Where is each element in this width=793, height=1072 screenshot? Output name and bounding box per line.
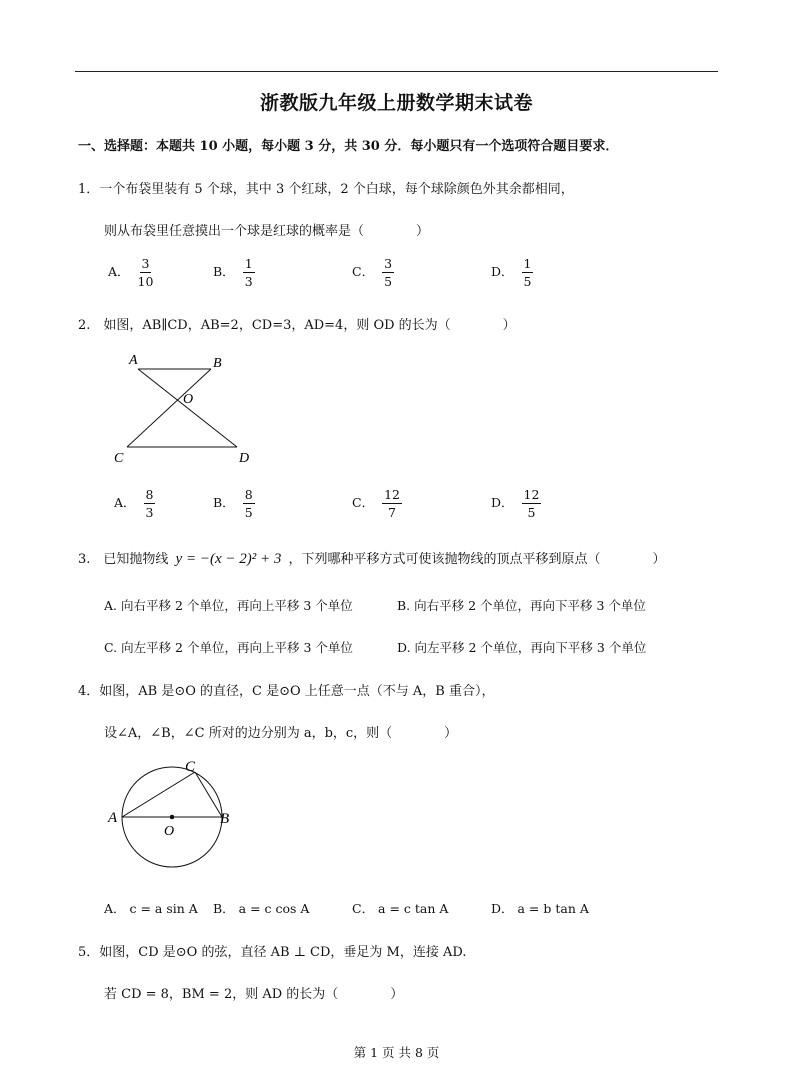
fraction [138,256,154,289]
label-c: C [185,759,196,775]
label-d: D [239,451,250,466]
q1-line1: 1．一个布袋里装有 5 个球，其中 3 个红球，2 个白球，每个球除颜色外其余都相同， [78,182,574,197]
numerator: 8 [145,487,154,502]
q2-option-c[interactable] [352,487,402,520]
page-footer: 第 1 页 共 8 页 [353,1045,440,1060]
label-o: O [164,824,175,839]
option-label: D． [491,264,514,279]
q4-option-a[interactable]: A． c = a sin A [104,901,198,916]
fraction [382,487,402,520]
q3-option-a[interactable]: A. 向右平移 2 个单位，再向上平移 3 个单位 [104,598,353,613]
q3-option-d[interactable]: D. 向左平移 2 个单位，再向下平移 3 个单位 [397,640,647,655]
section-heading: 一、选择题：本题共 10 小题，每小题 3 分，共 30 分．每小题只有一个选项符合题目要求． [78,139,619,154]
label-a: A [129,353,138,368]
q3-stem [78,548,666,568]
q2-option-a[interactable] [114,487,155,520]
page-title: 浙教版九年级上册数学期末试卷 [259,92,533,114]
q5-line2: 若 CD = 8，BM = 2，则 AD 的长为（ ） [104,987,404,1002]
numerator: 12 [384,487,400,502]
label-b: B [220,811,230,827]
chord-ac [122,772,195,817]
label-c: C [114,451,124,466]
q1-line2: 则从布袋里任意摸出一个球是红球的概率是（ ） [104,224,430,239]
option-label: B． [213,264,235,279]
q5-line1: 5．如图，CD 是⊙O 的弦，直径 AB ⊥ CD，垂足为 M，连接 AD. [78,945,467,960]
fraction [243,487,255,520]
numerator: 3 [141,256,150,271]
label-b: B [213,356,222,371]
q1-option-d[interactable] [491,256,533,289]
fraction [382,256,394,289]
q3-option-b[interactable]: B. 向右平移 2 个单位，再向下平移 3 个单位 [397,598,646,613]
numerator: 8 [244,487,253,502]
segment-ad [138,369,237,447]
q3-option-c[interactable]: C. 向左平移 2 个单位，再向上平移 3 个单位 [104,640,353,655]
q4-option-b[interactable]: B． a = c cos A [213,901,310,916]
q4-figure [105,755,240,875]
q3-suffix: ，下列哪种平移方式可使该抛物线的顶点平移到原点（ ） [288,552,666,567]
option-label: D． [491,495,514,510]
option-label: A． [114,495,136,510]
label-a: A [108,810,118,826]
fraction [522,256,534,289]
q4-line2: 设∠A，∠B，∠C 所对的边分别为 a，b，c，则（ ） [104,726,458,741]
q2-figure [105,345,265,470]
q2-option-d[interactable] [491,487,541,520]
denominator: 10 [137,274,154,289]
q2-text: 2. 如图，AB∥CD，AB=2，CD=3，AD=4，则 OD 的长为（ ） [78,318,516,333]
denominator: 3 [244,274,253,289]
fraction [522,487,542,520]
q2-option-b[interactable] [213,487,255,520]
label-o: O [183,392,194,407]
q4-option-c[interactable]: C． a = c tan A [352,901,449,916]
fraction [243,256,255,289]
option-label: A． [108,264,130,279]
header-rule [75,71,718,72]
denominator: 5 [523,274,532,289]
center-point [170,815,175,820]
denominator: 7 [388,505,396,520]
q3-formula: y = −(x − 2)² + 3 [175,551,282,567]
q1-option-b[interactable] [213,256,255,289]
numerator: 3 [384,256,393,271]
q1-option-c[interactable] [352,256,394,289]
q4-line1: 4．如图，AB 是⊙O 的直径，C 是⊙O 上任意一点（不与 A，B 重合）， [78,684,495,699]
denominator: 5 [384,274,393,289]
q3-prefix: 3. 已知抛物线 [78,552,169,567]
fraction [144,487,156,520]
option-label: B． [213,495,235,510]
numerator: 1 [244,256,253,271]
option-label: C． [352,264,375,279]
numerator: 12 [523,487,540,502]
segment-bc [127,369,211,447]
denominator: 3 [145,505,154,520]
q4-option-d[interactable]: D． a = b tan A [491,901,589,916]
denominator: 5 [244,505,253,520]
denominator: 5 [527,505,536,520]
chord-bc [195,772,222,817]
numerator: 1 [523,256,532,271]
option-label: C． [352,495,375,510]
q1-option-a[interactable] [108,256,153,289]
